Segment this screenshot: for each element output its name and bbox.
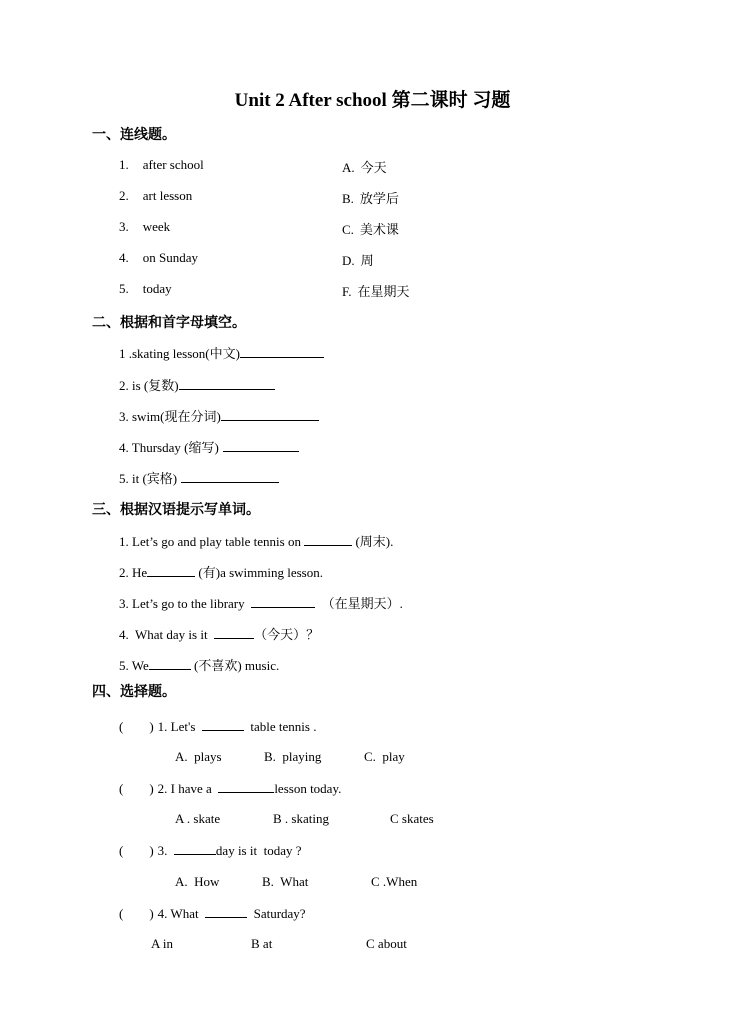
word-prompt-end: （在星期天）. [315, 596, 403, 611]
question-text-start: 1. Let's [157, 719, 202, 734]
word-prompt-start: 3. Let’s go to the library [119, 596, 252, 611]
choice-question-1 [119, 718, 316, 735]
answer-blank[interactable] [221, 408, 319, 421]
match-text: week [142, 219, 171, 234]
fill-item-5 [119, 468, 279, 487]
q4-option-a: A in [151, 936, 174, 951]
word-prompt-start: 5. We [119, 658, 149, 673]
q1-option-b: B. playing [264, 749, 322, 764]
word-prompt-start: 1. Let’s go and play table tennis on [119, 534, 305, 549]
option-text: 放学后 [359, 191, 399, 206]
option-letter: B. [342, 191, 354, 206]
section-4-heading: 四、选择题。 [92, 685, 176, 700]
match-item-2 [119, 188, 192, 204]
match-option-b [342, 188, 399, 207]
option-text: 今天 [360, 160, 387, 175]
fill-item-2 [119, 375, 275, 394]
fill-prompt: 3. swim(现在分词) [119, 409, 221, 424]
q2-option-a: A . skate [175, 811, 221, 826]
question-text-start: 2. I have a [157, 781, 219, 796]
match-item-1 [119, 157, 204, 173]
q2-option-b: B . skating [273, 811, 329, 826]
choice-question-4 [119, 905, 306, 922]
fill-item-1 [119, 343, 324, 362]
q3-option-b: B. What [262, 874, 309, 889]
question-text-end: day is it today ? [215, 843, 302, 858]
match-text: after school [142, 157, 204, 172]
match-option-c [342, 219, 399, 238]
match-text: today [142, 281, 172, 296]
word-prompt-end: (有)a swimming lesson. [195, 565, 323, 580]
match-text: on Sunday [142, 250, 198, 265]
question-blank [218, 780, 274, 793]
fill-item-3 [119, 406, 319, 425]
answer-parentheses[interactable]: ( ) [119, 843, 154, 858]
match-option-d [342, 250, 374, 269]
answer-parentheses[interactable]: ( ) [119, 781, 154, 796]
word-item-1 [119, 531, 393, 550]
answer-parentheses[interactable]: ( ) [119, 906, 154, 921]
choice-question-2 [119, 780, 341, 797]
choice-question-3 [119, 842, 302, 859]
match-num: 2. [119, 188, 129, 203]
page-title: Unit 2 After school 第二课时 习题 [234, 90, 511, 111]
match-item-4 [119, 250, 198, 266]
answer-blank[interactable] [179, 377, 275, 390]
q1-option-c: C. play [364, 749, 405, 764]
match-item-3 [119, 219, 170, 235]
option-text: 美术课 [359, 222, 399, 237]
match-num: 5. [119, 281, 129, 296]
q3-option-c: C .When [371, 874, 418, 889]
word-prompt-start: 4. What day is it [119, 627, 215, 642]
question-text-end: table tennis . [243, 719, 317, 734]
fill-item-4 [119, 437, 299, 456]
word-prompt-end: （今天）？ [254, 627, 320, 642]
match-option-f [342, 281, 409, 300]
answer-blank[interactable] [251, 595, 315, 608]
question-text-start: 3. [157, 843, 174, 858]
answer-blank[interactable] [214, 626, 254, 639]
question-blank [174, 842, 216, 855]
section-2-heading: 二、根据和首字母填空。 [92, 316, 246, 331]
question-blank [202, 718, 244, 731]
q1-option-a: A. plays [175, 749, 222, 764]
option-letter: A. [342, 160, 355, 175]
answer-blank[interactable] [181, 470, 279, 483]
word-item-4 [119, 624, 319, 643]
q4-option-c: C about [366, 936, 407, 951]
question-text-start: 4. What [157, 906, 206, 921]
word-prompt-start: 2. He [119, 565, 148, 580]
match-option-a [342, 157, 387, 176]
fill-prompt: 4. Thursday (缩写) [119, 440, 219, 455]
question-text-end: lesson today. [274, 781, 342, 796]
word-item-3 [119, 593, 403, 612]
question-text-end: Saturday? [247, 906, 306, 921]
answer-parentheses[interactable]: ( ) [119, 719, 154, 734]
match-text: art lesson [142, 188, 193, 203]
option-letter: D. [342, 253, 355, 268]
word-prompt-end: (周末). [352, 534, 394, 549]
word-prompt-end: (不喜欢) music. [190, 658, 280, 673]
fill-prompt: 5. it (宾格) [119, 471, 178, 486]
option-text: 在星期天 [357, 284, 410, 299]
section-1-heading: 一、连线题。 [92, 128, 176, 143]
q3-option-a: A. How [175, 874, 220, 889]
answer-blank[interactable] [304, 533, 352, 546]
option-text: 周 [360, 253, 374, 268]
answer-blank[interactable] [147, 564, 195, 577]
match-num: 1. [119, 157, 129, 172]
q4-option-b: B at [251, 936, 273, 951]
fill-prompt: 2. is (复数) [119, 378, 179, 393]
option-letter: C. [342, 222, 354, 237]
q2-option-c: C skates [390, 811, 434, 826]
match-num: 3. [119, 219, 129, 234]
answer-blank[interactable] [240, 345, 324, 358]
match-item-5 [119, 281, 172, 297]
answer-blank[interactable] [223, 439, 299, 452]
answer-blank[interactable] [149, 657, 191, 670]
word-item-5 [119, 655, 279, 674]
fill-prompt: 1 .skating lesson(中文) [119, 346, 240, 361]
question-blank [205, 905, 247, 918]
word-item-2 [119, 562, 323, 581]
section-3-heading: 三、根据汉语提示写单词。 [92, 503, 260, 518]
option-letter: F. [342, 284, 352, 299]
match-num: 4. [119, 250, 129, 265]
